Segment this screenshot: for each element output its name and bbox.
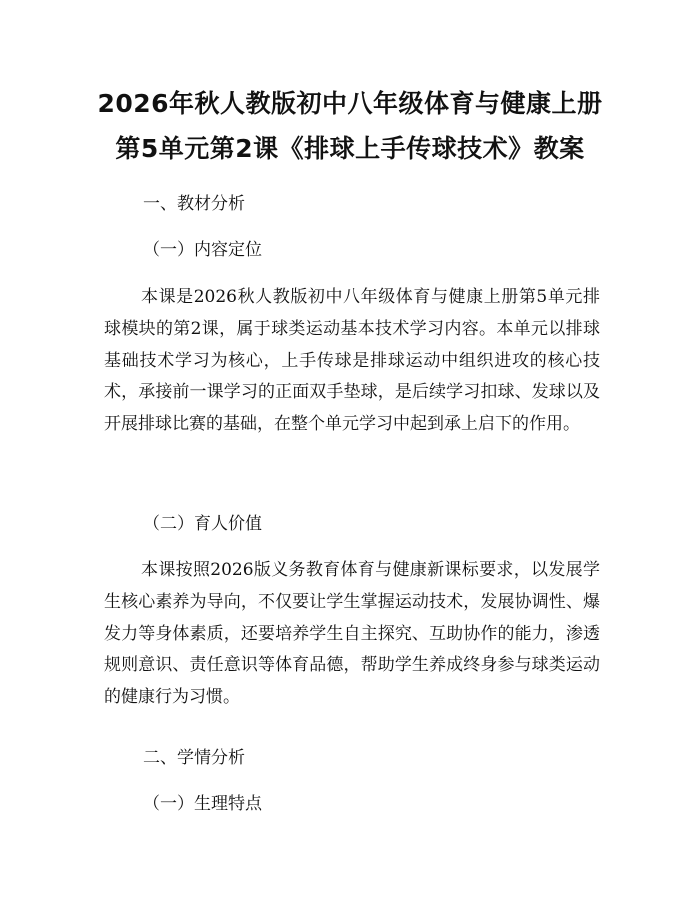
subsection-heading-content-positioning: （一）内容定位 bbox=[143, 240, 262, 260]
subsection-heading-physiological-traits: （一）生理特点 bbox=[143, 794, 262, 814]
paragraph-content-positioning: 本课是2026秋人教版初中八年级体育与健康上册第5单元排球模块的第2课，属于球类运动基本技术学习内容。本单元以排球基础技术学习为核心，上手传球是排球运动中组织进攻的核心技术，承接前一课学习的正面双手垫球，是后续学习扣球、发球以及开展排球比赛的基础，在整个单元学习中起到承上启下的作用。 bbox=[104, 287, 600, 435]
paragraph-educational-value: 本课按照2026版义务教育体育与健康新课标要求，以发展学生核心素养为导向，不仅要让学生掌握运动技术，发展协调性、爆发力等身体素质，还要培养学生自主探究、互助协作的能力，渗透规则意识、责任意识等体育品德，帮助学生养成终身参与球类运动的健康行为习惯。 bbox=[104, 560, 600, 708]
document-title-line-2: 第5单元第2课《排球上手传球技术》教案 bbox=[115, 134, 585, 163]
document-title-line-1: 2026年秋人教版初中八年级体育与健康上册 bbox=[97, 89, 603, 118]
subsection-heading-educational-value: （二）育人价值 bbox=[143, 514, 262, 534]
section-heading-student-analysis: 二、学情分析 bbox=[143, 748, 245, 768]
section-heading-materials-analysis: 一、教材分析 bbox=[143, 194, 245, 214]
